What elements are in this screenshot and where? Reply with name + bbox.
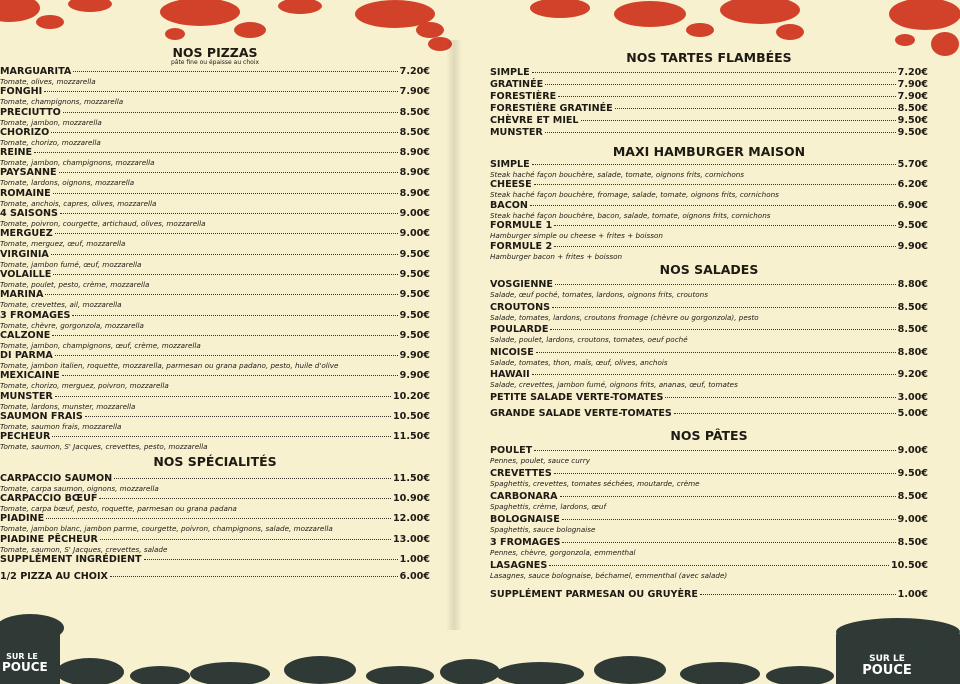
leader-dots bbox=[532, 72, 896, 73]
menu-item bbox=[490, 392, 928, 408]
menu-item bbox=[490, 468, 928, 491]
section-subtitle: pâte fine ou épaisse au choix bbox=[170, 59, 260, 66]
item-price: 9.00€ bbox=[897, 444, 928, 456]
menu-item bbox=[490, 79, 928, 91]
item-price: 10.50€ bbox=[392, 411, 430, 423]
item-price: 5.00€ bbox=[897, 408, 928, 420]
leader-dots bbox=[110, 576, 398, 577]
leader-dots bbox=[562, 519, 896, 520]
item-description: Tomate, jambon, champignons, œuf, crème, mozzarella bbox=[0, 340, 201, 350]
leader-dots bbox=[615, 108, 896, 109]
brand-line1: SUR LE bbox=[6, 652, 38, 661]
menu-item bbox=[0, 269, 430, 289]
item-price: 9.00€ bbox=[399, 208, 430, 220]
item-name: PAYSANNE bbox=[0, 167, 57, 179]
menu-item bbox=[490, 408, 928, 424]
item-name: CHORIZO bbox=[0, 126, 50, 138]
leader-dots bbox=[530, 205, 896, 206]
brand-logo-left bbox=[2, 652, 48, 674]
item-description: Tomate, jambon, mozzarella bbox=[0, 117, 102, 127]
item-description: Tomate, lardons, oignons, mozzarella bbox=[0, 178, 135, 188]
leader-dots bbox=[674, 413, 896, 414]
item-description: Steak haché façon bouchère, fromage, salade, tomate, oignons frits, cornichons bbox=[490, 190, 779, 200]
menu-item bbox=[490, 445, 928, 468]
leader-dots bbox=[534, 450, 895, 451]
item-name: FORMULE 1 bbox=[490, 220, 553, 232]
leader-dots bbox=[558, 96, 895, 97]
item-price: 10.90€ bbox=[392, 492, 430, 504]
item-name: GRATINÉE bbox=[490, 79, 544, 90]
leader-dots bbox=[73, 71, 397, 72]
leader-dots bbox=[52, 436, 391, 437]
item-description: Salade, tomates, thon, maïs, œuf, olives, anchois bbox=[490, 357, 668, 367]
menu-item bbox=[0, 473, 430, 493]
hamburger-section bbox=[490, 145, 928, 261]
menu-item bbox=[0, 571, 430, 588]
item-description: Tomate, crevettes, ail, mozzarella bbox=[0, 300, 122, 310]
item-description: Salade, œuf poché, tomates, lardons, oignons frits, croutons bbox=[490, 289, 708, 299]
item-price: 9.50€ bbox=[399, 329, 430, 341]
menu-item bbox=[0, 350, 430, 370]
section-title: NOS PIZZAS bbox=[172, 45, 258, 60]
item-name: NICOISE bbox=[490, 346, 534, 358]
leader-dots bbox=[114, 478, 391, 479]
item-name: SUPPLÉMENT PARMESAN OU GRUYÈRE bbox=[490, 588, 698, 600]
menu-item bbox=[490, 491, 928, 514]
item-description: Steak haché façon bouchère, bacon, salade, tomate, oignons frits, cornichons bbox=[490, 210, 771, 220]
menu-item bbox=[490, 159, 928, 179]
item-price: 7.20€ bbox=[897, 67, 928, 78]
item-name: REINE bbox=[0, 147, 33, 159]
item-price: 9.90€ bbox=[399, 350, 430, 362]
leader-dots bbox=[560, 496, 896, 497]
leader-dots bbox=[59, 172, 398, 173]
brand-line2: POUCE bbox=[2, 660, 48, 674]
item-name: PRECIUTTO bbox=[0, 106, 61, 118]
pates-section bbox=[490, 429, 928, 600]
item-description: Tomate, chorizo, mozzarella bbox=[0, 137, 101, 147]
menu-item bbox=[0, 370, 430, 390]
item-price: 7.20€ bbox=[399, 66, 430, 77]
item-price: 7.90€ bbox=[897, 79, 928, 90]
item-price: 9.00€ bbox=[897, 513, 928, 525]
leader-dots bbox=[552, 307, 896, 308]
section-title: NOS PÂTES bbox=[670, 427, 748, 443]
leader-dots bbox=[53, 274, 397, 275]
item-price: 9.50€ bbox=[399, 248, 430, 260]
item-price: 9.90€ bbox=[399, 370, 430, 382]
item-price: 9.50€ bbox=[897, 467, 928, 479]
leader-dots bbox=[46, 518, 391, 519]
item-price: 6.90€ bbox=[897, 199, 928, 211]
leader-dots bbox=[562, 542, 895, 543]
menu-item bbox=[0, 493, 430, 513]
leader-dots bbox=[581, 120, 896, 121]
menu-item bbox=[490, 589, 928, 600]
item-price: 9.50€ bbox=[399, 289, 430, 301]
item-description: Hamburger bacon + frites + boisson bbox=[490, 251, 623, 261]
menu-item bbox=[490, 537, 928, 560]
item-name: CROUTONS bbox=[490, 301, 551, 313]
item-description: Tomate, anchois, capres, olives, mozzarella bbox=[0, 198, 157, 208]
leader-dots bbox=[60, 213, 398, 214]
item-description: Tomate, saumon, S' Jacques, crevettes, pesto, mozzarella bbox=[0, 442, 208, 452]
item-name: CARPACCIO SAUMON bbox=[0, 472, 113, 484]
item-name: FORESTIÈRE GRATINÉE bbox=[490, 103, 613, 114]
item-name: DI PARMA bbox=[0, 350, 53, 362]
menu-item bbox=[0, 208, 430, 228]
item-description: Tomate, chèvre, gorgonzola, mozzarella bbox=[0, 320, 144, 330]
right-column bbox=[490, 49, 928, 600]
item-price: 9.50€ bbox=[399, 309, 430, 321]
menu-item bbox=[490, 67, 928, 79]
menu-item bbox=[0, 127, 430, 147]
item-name: 3 FROMAGES bbox=[490, 536, 561, 548]
item-name: GRANDE SALADE VERTE-TOMATES bbox=[490, 408, 672, 420]
item-price: 8.50€ bbox=[897, 103, 928, 114]
leader-dots bbox=[545, 84, 895, 85]
item-description: Tomate, carpa saumon, oignons, mozzarella bbox=[0, 483, 159, 493]
item-description: Tomate, saumon frais, mozzarella bbox=[0, 422, 122, 432]
leader-dots bbox=[100, 539, 391, 540]
item-price: 9.20€ bbox=[897, 369, 928, 381]
item-price: 7.90€ bbox=[399, 86, 430, 98]
item-price: 12.00€ bbox=[392, 513, 430, 525]
leader-dots bbox=[53, 193, 398, 194]
item-price: 9.00€ bbox=[399, 228, 430, 240]
leader-dots bbox=[55, 355, 398, 356]
item-price: 11.50€ bbox=[392, 472, 430, 484]
leader-dots bbox=[554, 225, 896, 226]
leader-dots bbox=[549, 565, 889, 566]
item-price: 3.00€ bbox=[897, 391, 928, 403]
brand-logo-right bbox=[852, 654, 922, 678]
item-description: Tomate, poivron, courgette, artichaud, olives, mozzarella bbox=[0, 219, 206, 229]
item-description: Tomate, jambon italien, roquette, mozzarella, parmesan ou grana padano, pesto, huile d'olive bbox=[0, 361, 339, 371]
leader-dots bbox=[45, 294, 397, 295]
leader-dots bbox=[63, 112, 398, 113]
leader-dots bbox=[700, 594, 896, 595]
item-name: CHÈVRE ET MIEL bbox=[490, 115, 579, 126]
leader-dots bbox=[44, 91, 397, 92]
brand-line2: POUCE bbox=[862, 663, 912, 678]
menu-item bbox=[0, 330, 430, 350]
item-price: 8.50€ bbox=[897, 536, 928, 548]
item-description: Tomate, jambon, champignons, mozzarella bbox=[0, 158, 155, 168]
item-price: 8.90€ bbox=[399, 167, 430, 179]
salades-section bbox=[490, 263, 928, 425]
leader-dots bbox=[72, 315, 397, 316]
item-name: SAUMON FRAIS bbox=[0, 411, 83, 423]
leader-dots bbox=[62, 375, 398, 376]
leader-dots bbox=[532, 164, 896, 165]
tartes-section bbox=[490, 51, 928, 139]
section-title: NOS SPÉCIALITÉS bbox=[153, 453, 277, 469]
item-description: Steak haché façon bouchère, salade, tomate, oignons frits, cornichons bbox=[490, 170, 745, 179]
item-description: Lasagnes, sauce bolognaise, béchamel, emmenthal (avec salade) bbox=[490, 570, 728, 580]
item-name: MERGUEZ bbox=[0, 228, 53, 240]
item-name: PIADINE bbox=[0, 513, 45, 525]
leader-dots bbox=[554, 246, 896, 247]
item-price: 9.50€ bbox=[897, 127, 928, 138]
menu-item bbox=[0, 289, 430, 309]
item-price: 6.00€ bbox=[399, 570, 430, 582]
brand-line1: SUR LE bbox=[869, 654, 905, 664]
leader-dots bbox=[665, 397, 895, 398]
item-price: 8.80€ bbox=[897, 278, 928, 290]
menu-item bbox=[490, 200, 928, 220]
item-description: Tomate, jambon fumé, œuf, mozzarella bbox=[0, 259, 142, 269]
item-price: 8.80€ bbox=[897, 346, 928, 358]
menu-item bbox=[490, 347, 928, 370]
leader-dots bbox=[550, 329, 895, 330]
item-price: 13.00€ bbox=[392, 533, 430, 545]
menu-item bbox=[0, 431, 430, 451]
leader-dots bbox=[52, 335, 397, 336]
item-price: 9.50€ bbox=[897, 220, 928, 232]
item-description: Tomate, chorizo, merguez, poivron, mozzarella bbox=[0, 381, 169, 391]
item-price: 8.50€ bbox=[897, 301, 928, 313]
item-price: 5.70€ bbox=[897, 159, 928, 170]
item-price: 7.90€ bbox=[897, 91, 928, 102]
specialites-section bbox=[0, 455, 430, 588]
menu-item bbox=[490, 369, 928, 392]
leader-dots bbox=[534, 184, 896, 185]
item-description: Tomate, olives, mozzarella bbox=[0, 77, 96, 86]
item-description: Tomate, merguez, œuf, mozzarella bbox=[0, 239, 126, 249]
item-name: SUPPLÉMENT INGRÉDIENT bbox=[0, 553, 142, 565]
menu-item bbox=[490, 103, 928, 115]
item-name: MARINA bbox=[0, 289, 44, 301]
leader-dots bbox=[532, 374, 896, 375]
menu-item bbox=[490, 324, 928, 347]
item-price: 11.50€ bbox=[392, 431, 430, 443]
item-name: MUNSTER bbox=[0, 390, 53, 402]
item-description: Pennes, poulet, sauce curry bbox=[490, 455, 590, 465]
section-title: NOS TARTES FLAMBÉES bbox=[626, 50, 792, 65]
menu-item bbox=[490, 302, 928, 325]
item-description: Tomate, poulet, pesto, crème, mozzarella bbox=[0, 279, 150, 289]
item-name: 1/2 PIZZA AU CHOIX bbox=[0, 570, 108, 582]
item-name: BACON bbox=[490, 199, 528, 211]
leader-dots bbox=[55, 233, 398, 234]
menu-item bbox=[490, 179, 928, 199]
item-price: 10.50€ bbox=[890, 559, 928, 571]
menu-item bbox=[490, 127, 928, 139]
menu-item bbox=[490, 115, 928, 127]
item-name: MEXICAINE bbox=[0, 370, 60, 382]
menu-item bbox=[0, 167, 430, 187]
item-description: Spaghettis, sauce bolognaise bbox=[490, 524, 596, 534]
page-fold bbox=[446, 40, 462, 630]
leader-dots bbox=[34, 152, 398, 153]
menu-item bbox=[0, 86, 430, 106]
item-name: POULET bbox=[490, 444, 533, 456]
item-price: 8.90€ bbox=[399, 187, 430, 199]
item-name: VIRGINIA bbox=[0, 248, 49, 260]
item-name: MARGUARITA bbox=[0, 66, 72, 77]
item-name: PETITE SALADE VERTE-TOMATES bbox=[490, 391, 664, 403]
menu-item bbox=[0, 513, 430, 533]
menu-item bbox=[490, 241, 928, 261]
menu-item bbox=[0, 66, 430, 86]
leader-dots bbox=[51, 254, 398, 255]
menu-item bbox=[0, 310, 430, 330]
leader-dots bbox=[144, 559, 398, 560]
item-name: CHEESE bbox=[490, 179, 532, 191]
leader-dots bbox=[536, 352, 896, 353]
leader-dots bbox=[85, 416, 391, 417]
menu-item bbox=[0, 534, 430, 554]
menu-item bbox=[0, 411, 430, 431]
item-name: FORMULE 2 bbox=[490, 240, 553, 252]
section-title: NOS SALADES bbox=[659, 261, 759, 277]
menu-item bbox=[0, 107, 430, 127]
item-description: Salade, crevettes, jambon fumé, oignons frits, ananas, œuf, tomates bbox=[490, 380, 738, 390]
leader-dots bbox=[545, 132, 896, 133]
item-name: HAWAII bbox=[490, 369, 530, 381]
item-name: PECHEUR bbox=[0, 431, 51, 443]
item-name: FORESTIÈRE bbox=[490, 91, 557, 102]
item-description: Spaghettis, crème, lardons, œuf bbox=[490, 501, 606, 511]
item-name: MUNSTER bbox=[490, 127, 543, 138]
item-price: 9.90€ bbox=[897, 240, 928, 252]
item-description: Tomate, carpa bœuf, pesto, roquette, parmesan ou grana padana bbox=[0, 503, 237, 513]
item-name: LASAGNES bbox=[490, 559, 548, 571]
item-description: Tomate, lardons, munster, mozzarella bbox=[0, 401, 136, 411]
item-name: BOLOGNAISE bbox=[490, 513, 560, 525]
leader-dots bbox=[51, 132, 397, 133]
item-name: CALZONE bbox=[0, 329, 51, 341]
item-price: 1.00€ bbox=[897, 588, 928, 600]
item-description: Hamburger simple ou cheese + frites + boisson bbox=[490, 231, 663, 241]
menu-item bbox=[0, 188, 430, 208]
menu-item bbox=[0, 249, 430, 269]
item-name: 4 SAISONS bbox=[0, 208, 58, 220]
item-price: 10.20€ bbox=[392, 390, 430, 402]
tree-silhouettes-decoration bbox=[0, 614, 960, 684]
menu-item bbox=[490, 514, 928, 537]
pizzas-section bbox=[0, 46, 430, 452]
item-price: 6.20€ bbox=[897, 179, 928, 191]
item-description: Salade, tomates, lardons, croutons fromage (chèvre ou gorgonzola), pesto bbox=[490, 312, 759, 322]
item-name: PIADINE PÊCHEUR bbox=[0, 533, 98, 545]
leader-dots bbox=[555, 284, 896, 285]
item-price: 8.50€ bbox=[399, 106, 430, 118]
item-name: 3 FROMAGES bbox=[0, 309, 71, 321]
item-name: FONGHI bbox=[0, 86, 43, 98]
item-description: Pennes, chèvre, gorgonzola, emmenthal bbox=[490, 547, 636, 557]
leader-dots bbox=[99, 498, 391, 499]
item-description: Tomate, jambon blanc, jambon parme, courgette, poivron, champignons, salade, mozzarella bbox=[0, 524, 333, 534]
item-description: Tomate, saumon, S' Jacques, crevettes, salade bbox=[0, 544, 168, 554]
menu-item bbox=[490, 279, 928, 302]
item-name: CARBONARA bbox=[490, 490, 558, 502]
item-name: CARPACCIO BŒUF bbox=[0, 492, 98, 504]
section-title: MAXI HAMBURGER MAISON bbox=[612, 144, 806, 159]
item-price: 8.50€ bbox=[897, 324, 928, 336]
item-description: Spaghettis, crevettes, tomates séchées, moutarde, crème bbox=[490, 478, 700, 488]
menu-item bbox=[490, 91, 928, 103]
item-price: 1.00€ bbox=[399, 553, 430, 565]
left-column bbox=[0, 44, 430, 588]
item-price: 8.50€ bbox=[399, 126, 430, 138]
item-name: POULARDE bbox=[490, 324, 549, 336]
item-name: VOLAILLE bbox=[0, 268, 52, 280]
menu-item bbox=[0, 391, 430, 411]
menu-item bbox=[490, 560, 928, 583]
item-name: SIMPLE bbox=[490, 67, 530, 78]
menu-item bbox=[0, 228, 430, 248]
menu-item bbox=[490, 220, 928, 240]
item-name: SIMPLE bbox=[490, 159, 530, 170]
item-price: 9.50€ bbox=[399, 268, 430, 280]
menu-item bbox=[0, 554, 430, 571]
item-description: Salade, poulet, lardons, croutons, tomates, oeuf poché bbox=[490, 335, 688, 345]
item-price: 9.50€ bbox=[897, 115, 928, 126]
leader-dots bbox=[55, 396, 391, 397]
leader-dots bbox=[554, 473, 896, 474]
item-name: ROMAINE bbox=[0, 187, 51, 199]
item-name: CREVETTES bbox=[490, 467, 552, 479]
item-description: Tomate, champignons, mozzarella bbox=[0, 97, 124, 107]
item-price: 8.90€ bbox=[399, 147, 430, 159]
item-price: 8.50€ bbox=[897, 490, 928, 502]
item-name: VOSGIENNE bbox=[490, 278, 553, 290]
menu-item bbox=[0, 147, 430, 167]
